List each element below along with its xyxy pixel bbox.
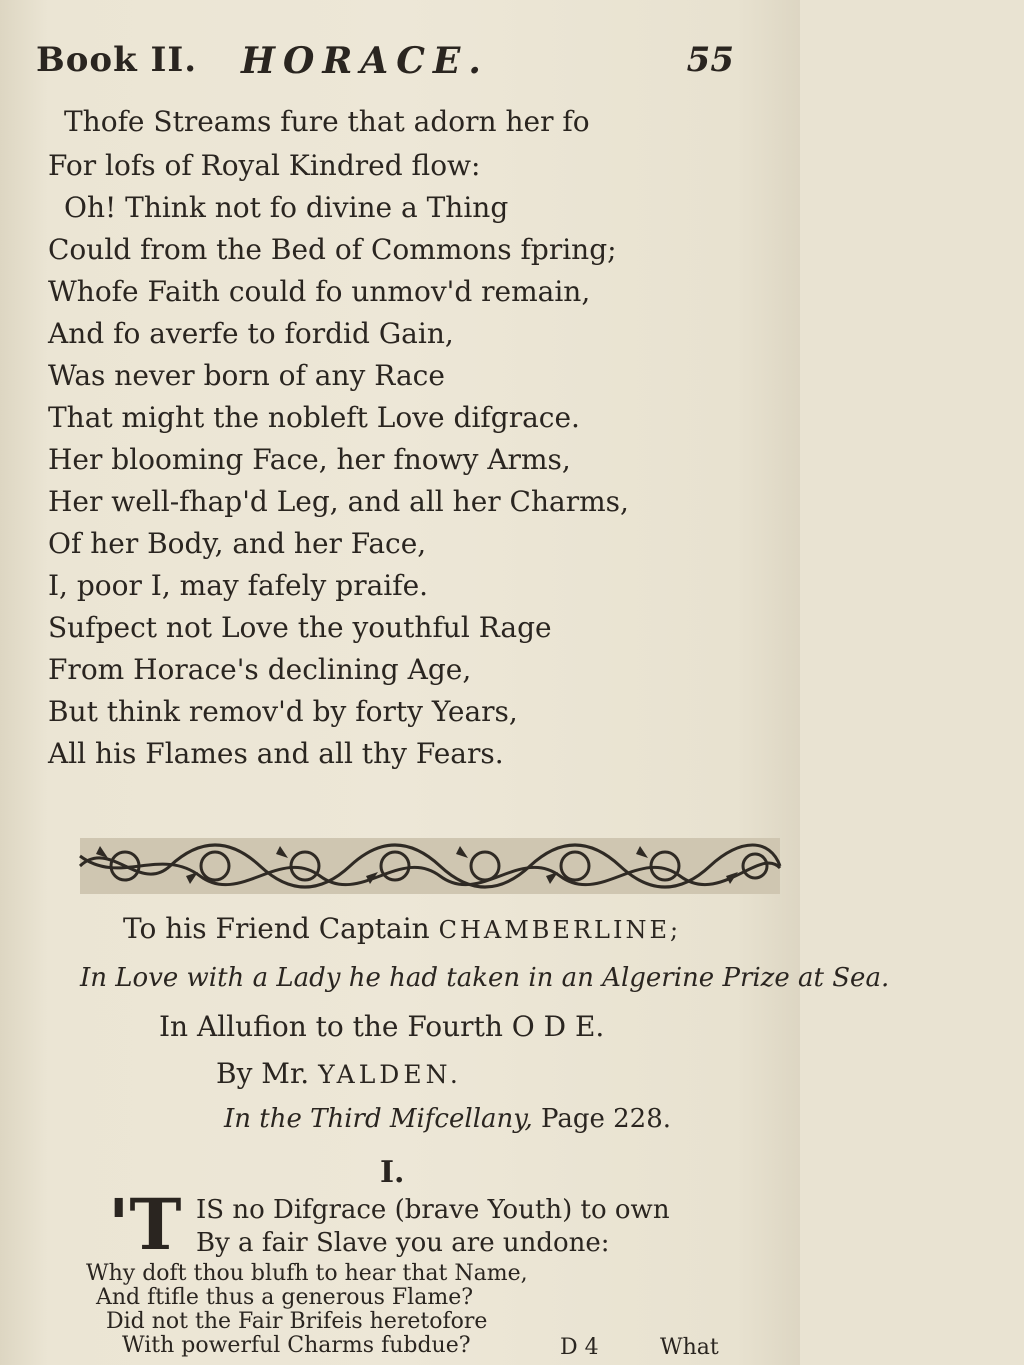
- poem2-line: Did not the Fair Brifeis heretofore: [106, 1309, 488, 1334]
- drop-cap: 'T: [108, 1183, 182, 1266]
- poem1-line: Of her Body, and her Face,: [48, 527, 427, 560]
- poem2-line: Why doft thou blufh to hear that Name,: [86, 1261, 528, 1286]
- heading-source-prefix: In the: [224, 1104, 311, 1134]
- heading-source: [224, 1104, 1024, 1134]
- poem2-line: With powerful Charms fubdue?: [122, 1333, 471, 1358]
- poem1-line: And fo averfe to fordid Gain,: [48, 317, 454, 350]
- running-header: [36, 40, 764, 90]
- running-title: HORACE.: [241, 40, 489, 82]
- poem2-line: IS no Difgrace (brave Youth) to own: [196, 1195, 670, 1225]
- ornament-band: [80, 838, 780, 894]
- heading-source-title: Third Mifcellany,: [310, 1104, 533, 1134]
- heading-author: [216, 1057, 1016, 1090]
- poem1-line: But think remov'd by forty Years,: [48, 695, 518, 728]
- poem1-line: Oh! Think not fo divine a Thing: [64, 191, 509, 224]
- heading-allusion: In Allufion to the Fourth O D E.: [159, 1010, 605, 1043]
- poem1-line: Could from the Bed of Commons fpring;: [48, 233, 617, 266]
- heading-dedication-name: CHAMBERLINE;: [438, 916, 682, 944]
- poem1-line: Her well-fhap'd Leg, and all her Charms,: [48, 485, 629, 518]
- poem1-line: All his Flames and all thy Fears.: [48, 737, 504, 770]
- running-book: Book II.: [36, 40, 198, 80]
- poem1-line: Her blooming Face, her fnowy Arms,: [48, 443, 571, 476]
- poem1-line: Was never born of any Race: [48, 359, 445, 392]
- heading-source-page: Page 228.: [532, 1104, 672, 1134]
- heading-author-prefix: By Mr.: [216, 1057, 319, 1090]
- poem1-line: Sufpect not Love the youthful Rage: [48, 611, 552, 644]
- catchword: What: [660, 1335, 719, 1360]
- heading-dedication: [123, 912, 923, 945]
- signature-mark: D 4: [560, 1335, 599, 1360]
- poem2-line: And ftifle thus a generous Flame?: [96, 1285, 474, 1310]
- poem1-line: That might the nobleft Love difgrace.: [48, 401, 580, 434]
- poem1-line: I, poor I, may fafely praife.: [48, 569, 429, 602]
- heading-subtitle: In Love with a Lady he had taken in an Algerine Prize at Sea.: [80, 963, 890, 993]
- poem1-line: Whofe Faith could fo unmov'd remain,: [48, 275, 591, 308]
- poem1-line: For lofs of Royal Kindred flow:: [48, 149, 481, 182]
- heading-author-name: YALDEN.: [318, 1060, 462, 1089]
- heading-dedication-text: To his Friend Captain: [123, 912, 439, 945]
- stanza-numeral: I.: [380, 1155, 405, 1190]
- poem1-line: From Horace's declining Age,: [48, 653, 472, 686]
- poem2-line: By a fair Slave you are undone:: [196, 1228, 610, 1258]
- poem1-line: Thofe Streams fure that adorn her fo: [64, 105, 590, 138]
- page-number: 55: [686, 40, 734, 80]
